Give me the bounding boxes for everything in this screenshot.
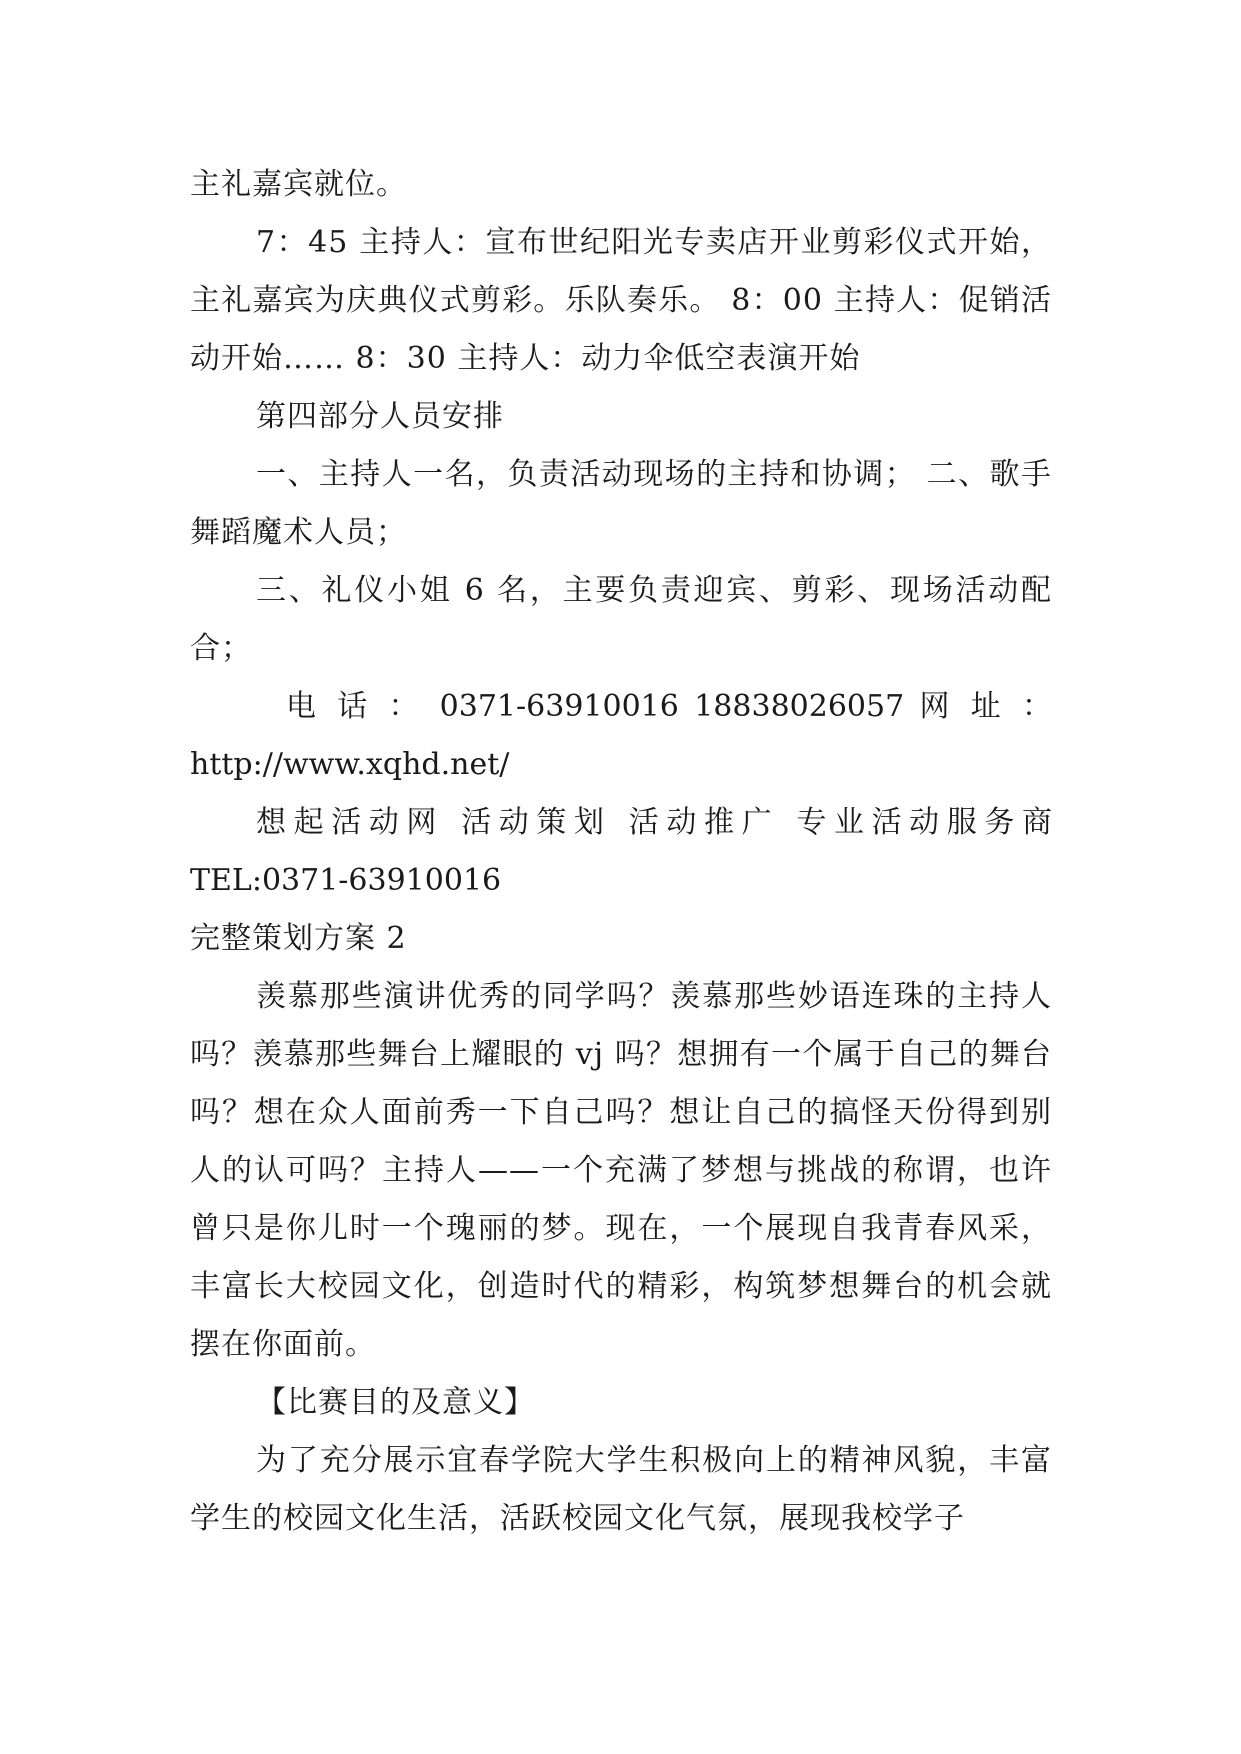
document-subtitle: 完整策划方案 2 [190, 921, 407, 956]
paragraph-contact: 电 话 ： 0371-63910016 18838026057 网 址 ：http://www.xqhd.net/ [190, 689, 1052, 782]
paragraph-company-tagline: 想起活动网 活动策划 活动推广 专业活动服务商 TEL:0371-63910016 [190, 805, 1052, 898]
paragraph-staff-host: 一、主持人一名，负责活动现场的主持和协调； 二、歌手舞蹈魔术人员； [190, 457, 1052, 550]
paragraph-purpose: 为了充分展示宜春学院大学生积极向上的精神风貌，丰富学生的校园文化生活，活跃校园文化气氛，展现我校学子 [190, 1443, 1052, 1536]
paragraph-staff-etiquette: 三、礼仪小姐 6 名，主要负责迎宾、剪彩、现场活动配合； [190, 573, 1052, 666]
section-heading-staff: 第四部分人员安排 [256, 399, 504, 434]
document-body [190, 156, 1052, 1548]
paragraph-intro: 羡慕那些演讲优秀的同学吗？羡慕那些妙语连珠的主持人吗？羡慕那些舞台上耀眼的 vj 吗？想拥有一个属于自己的舞台吗？想在众人面前秀一下自己吗？想让自己的搞怪天份得到别人的认可吗？主持人——一个充满了梦想与挑战的称谓，也许曾只是你儿时一个瑰丽的梦。现在，一个展现自我青春风采，丰富长大校园文化，创造时代的精彩，构筑梦想舞台的机会就摆在你面前。 [190, 979, 1052, 1362]
section-heading-purpose: 【比赛目的及意义】 [256, 1385, 535, 1420]
paragraph-schedule: 7：45 主持人：宣布世纪阳光专卖店开业剪彩仪式开始，主礼嘉宾为庆典仪式剪彩。乐队奏乐。 8：00 主持人：促销活动开始…… 8：30 主持人：动力伞低空表演开始 [190, 225, 1052, 376]
paragraph-guests-ready: 主礼嘉宾就位。 [190, 167, 407, 202]
